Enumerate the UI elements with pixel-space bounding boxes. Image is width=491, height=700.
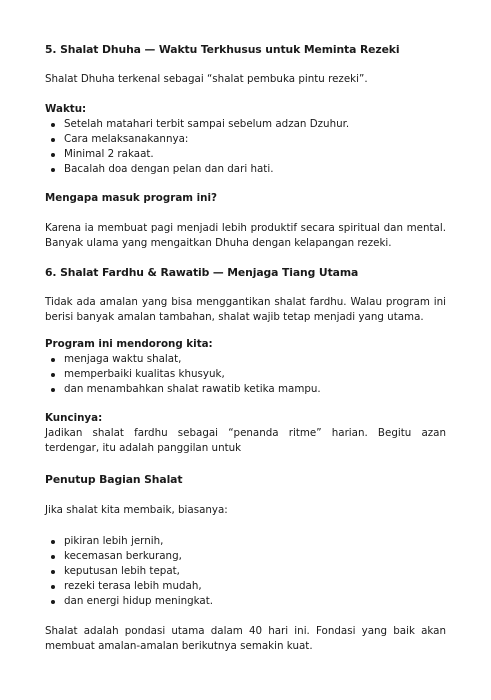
penutup-list <box>45 534 446 609</box>
dhuha-intro: Shalat Dhuha terkenal sebagai “shalat pembuka pintu rezeki”. <box>45 73 368 85</box>
list-item: Minimal 2 rakaat. <box>45 147 446 162</box>
list-item: memperbaiki kualitas khusyuk, <box>45 367 446 382</box>
why-text: Karena ia membuat pagi menjadi lebih produktif secara spiritual dan mental. Banyak ulama yang mengaitkan Dhuha dengan kelapangan rezeki. <box>45 222 446 249</box>
list-item: Setelah matahari terbit sampai sebelum adzan Dzuhur. <box>45 117 446 132</box>
list-item: keputusan lebih tepat, <box>45 564 446 579</box>
list-item: Bacalah doa dengan pelan dan dari hati. <box>45 162 446 177</box>
waktu-label: Waktu: <box>45 103 87 115</box>
penutup-closing: Shalat adalah pondasi utama dalam 40 hari ini. Fondasi yang baik akan membuat amalan-amalan berikutnya semakin kuat. <box>45 625 446 652</box>
list-item: dan energi hidup meningkat. <box>45 594 446 609</box>
list-item: dan menambahkan shalat rawatib ketika mampu. <box>45 382 446 397</box>
section-title-dhuha: 5. Shalat Dhuha — Waktu Terkhusus untuk Meminta Rezeki <box>45 43 400 56</box>
fardhu-intro: Tidak ada amalan yang bisa menggantikan shalat fardhu. Walau program ini berisi banyak amalan tambahan, shalat wajib tetap menjadi yang utama. <box>45 296 446 323</box>
program-list <box>45 352 446 397</box>
list-item: rezeki terasa lebih mudah, <box>45 579 446 594</box>
list-item: Cara melaksanakannya: <box>45 132 446 147</box>
list-item: pikiran lebih jernih, <box>45 534 446 549</box>
list-item: kecemasan berkurang, <box>45 549 446 564</box>
program-label: Program ini mendorong kita: <box>45 338 213 350</box>
key-label: Kuncinya: <box>45 412 103 424</box>
section-title-fardhu: 6. Shalat Fardhu & Rawatib — Menjaga Tiang Utama <box>45 266 359 279</box>
waktu-list <box>45 117 446 177</box>
list-item: menjaga waktu shalat, <box>45 352 446 367</box>
penutup-intro: Jika shalat kita membaik, biasanya: <box>45 504 228 516</box>
key-text: Jadikan shalat fardhu sebagai “penanda ritme” harian. Begitu azan terdengar, itu adalah panggilan untuk <box>45 427 446 454</box>
section-title-penutup: Penutup Bagian Shalat <box>45 473 183 486</box>
why-label: Mengapa masuk program ini? <box>45 192 217 204</box>
